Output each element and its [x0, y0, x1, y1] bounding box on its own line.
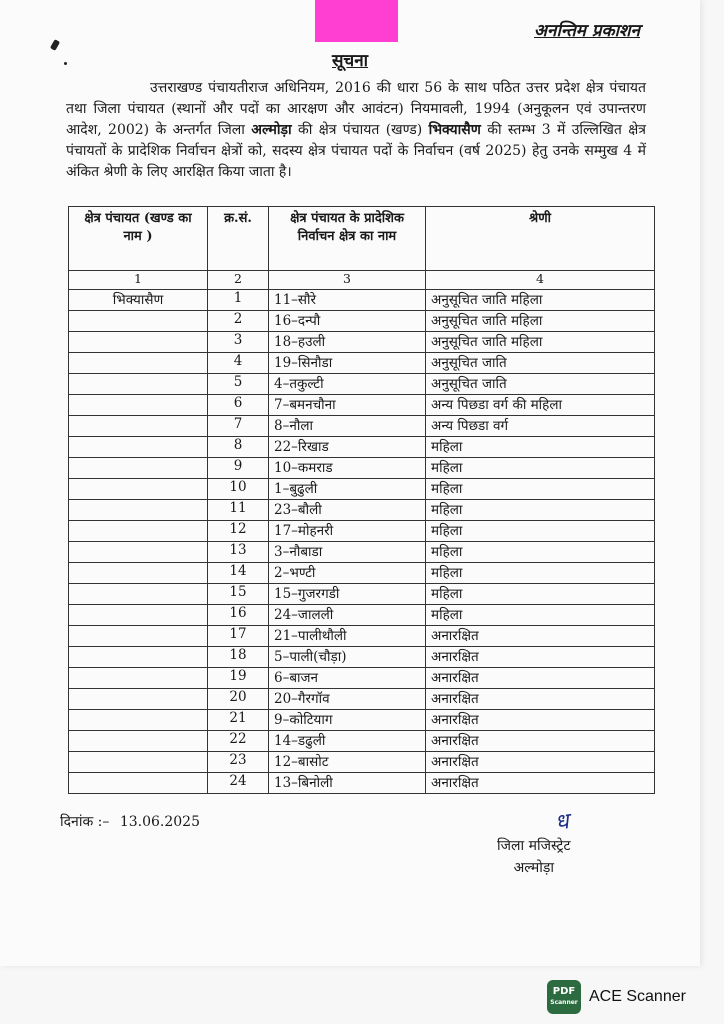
area-cell: 2–भण्टी: [269, 563, 426, 584]
category-cell: महिला: [426, 500, 655, 521]
serial-cell: 16: [208, 605, 269, 626]
category-cell: अनारक्षित: [426, 731, 655, 752]
block-cell: [69, 542, 208, 563]
date-value: 13.06.2025: [119, 814, 200, 830]
block-cell: [69, 437, 208, 458]
category-cell: महिला: [426, 563, 655, 584]
block-name: भिक्यासैण: [428, 122, 481, 138]
category-cell: महिला: [426, 458, 655, 479]
table-row: [69, 563, 655, 584]
table-body: [69, 290, 655, 794]
serial-cell: 15: [208, 584, 269, 605]
category-cell: अनुसूचित जाति: [426, 374, 655, 395]
serial-cell: 3: [208, 332, 269, 353]
header-area: क्षेत्र पंचायत के प्रादेशिक निर्वाचन क्षेत्र का नाम: [269, 207, 426, 271]
block-cell: [69, 332, 208, 353]
block-cell: [69, 353, 208, 374]
block-cell: [69, 458, 208, 479]
category-cell: अनारक्षित: [426, 626, 655, 647]
area-cell: 14–डढुली: [269, 731, 426, 752]
category-cell: अन्य पिछडा वर्ग: [426, 416, 655, 437]
table-row: [69, 416, 655, 437]
table-row: [69, 647, 655, 668]
category-cell: अनारक्षित: [426, 647, 655, 668]
serial-cell: 24: [208, 773, 269, 794]
serial-cell: 22: [208, 731, 269, 752]
category-cell: महिला: [426, 584, 655, 605]
block-cell: [69, 395, 208, 416]
notice-text-3: की स्तम्भ 3 में उल्लिखित क्षेत्र पंचायतों के प्रादेशिक निर्वाचन क्षेत्रों को, सदस्य क्षेत्र पंचायत पदों के निर्वाचन (वर्ष 2025) हेतु उनके सम्मुख 4 में अंकित श्रेणी के लिए आरक्षित किया जाता है।: [66, 122, 646, 180]
block-cell: [69, 311, 208, 332]
category-cell: अनारक्षित: [426, 710, 655, 731]
table-row: [69, 500, 655, 521]
logo-text-pdf: PDF: [552, 986, 576, 997]
area-cell: 3–नौबाडा: [269, 542, 426, 563]
block-cell: [69, 500, 208, 521]
provisional-label: अनन्तिम प्रकाशन: [534, 21, 640, 41]
notice-text-1: उत्तराखण्ड पंचायतीराज अधिनियम, 2016 की धारा 56 के साथ पठित उत्तर प्रदेश क्षेत्र पंचायत तथा जिला पंचायत (स्थानों और पदों का आरक्षण और आवंटन) नियमावली, 1994 (अनुकूलन एवं उपान्तरण आदेश, 2002) के अन्तर्गत जिला: [66, 80, 646, 138]
date-line: [60, 812, 200, 831]
block-cell: [69, 626, 208, 647]
district-name: अल्मोड़ा: [251, 122, 292, 138]
area-cell: 17–मोहनरी: [269, 521, 426, 542]
area-cell: 1–बुढुली: [269, 479, 426, 500]
block-cell: [69, 668, 208, 689]
block-cell: [69, 521, 208, 542]
serial-cell: 17: [208, 626, 269, 647]
table-row: [69, 710, 655, 731]
table-row: [69, 584, 655, 605]
serial-cell: 2: [208, 311, 269, 332]
scanner-watermark: [547, 980, 686, 1014]
serial-cell: 4: [208, 353, 269, 374]
category-cell: महिला: [426, 437, 655, 458]
category-cell: महिला: [426, 521, 655, 542]
category-cell: अन्य पिछडा वर्ग की महिला: [426, 395, 655, 416]
serial-cell: 23: [208, 752, 269, 773]
area-cell: 9–कोटियाग: [269, 710, 426, 731]
table-row: [69, 542, 655, 563]
index-cell: 3: [269, 271, 426, 290]
category-cell: अनारक्षित: [426, 689, 655, 710]
index-cell: 4: [426, 271, 655, 290]
table-row: [69, 290, 655, 311]
scanner-app-name: ACE Scanner: [589, 988, 686, 1005]
area-cell: 12–बासोट: [269, 752, 426, 773]
table-row: [69, 752, 655, 773]
area-cell: 7–बमनचौना: [269, 395, 426, 416]
category-cell: अनुसूचित जाति महिला: [426, 290, 655, 311]
area-cell: 10–कमराड: [269, 458, 426, 479]
table-row: [69, 479, 655, 500]
header-category: श्रेणी: [426, 207, 655, 271]
area-cell: 5–पाली(चौड़ा): [269, 647, 426, 668]
serial-cell: 19: [208, 668, 269, 689]
block-cell: [69, 479, 208, 500]
serial-cell: 5: [208, 374, 269, 395]
category-cell: अनुसूचित जाति महिला: [426, 332, 655, 353]
block-cell: [69, 710, 208, 731]
category-cell: अनारक्षित: [426, 773, 655, 794]
pdf-scanner-logo-icon: [547, 980, 581, 1014]
page-title: सूचना: [331, 51, 369, 71]
category-cell: महिला: [426, 605, 655, 626]
category-cell: महिला: [426, 542, 655, 563]
table-row: [69, 458, 655, 479]
block-cell: [69, 374, 208, 395]
area-cell: 20–गैरगॉव: [269, 689, 426, 710]
area-cell: 18–हउली: [269, 332, 426, 353]
signatory-location: अल्मोड़ा: [513, 860, 554, 876]
table-index-row: [69, 271, 655, 290]
table-row: [69, 521, 655, 542]
table-row: [69, 311, 655, 332]
area-cell: 22–रिखाड: [269, 437, 426, 458]
table-row: [69, 773, 655, 794]
table-row: [69, 605, 655, 626]
index-cell: 2: [208, 271, 269, 290]
area-cell: 6–बाजन: [269, 668, 426, 689]
category-cell: अनुसूचित जाति महिला: [426, 311, 655, 332]
block-cell: [69, 563, 208, 584]
logo-text-scanner: Scanner: [550, 999, 578, 1006]
table-row: [69, 395, 655, 416]
area-cell: 4–तकुल्टी: [269, 374, 426, 395]
category-cell: अनारक्षित: [426, 752, 655, 773]
serial-cell: 12: [208, 521, 269, 542]
serial-cell: 21: [208, 710, 269, 731]
area-cell: 21–पालीथौली: [269, 626, 426, 647]
block-cell: [69, 647, 208, 668]
serial-cell: 11: [208, 500, 269, 521]
table-row: [69, 374, 655, 395]
notice-paragraph: [66, 78, 646, 183]
area-cell: 23–बौली: [269, 500, 426, 521]
reservation-table: [68, 206, 655, 794]
signatory-title: जिला मजिस्ट्रेट: [497, 838, 571, 854]
area-cell: 16–दन्पौ: [269, 311, 426, 332]
block-cell: भिक्यासैण: [69, 290, 208, 311]
table-row: [69, 689, 655, 710]
serial-cell: 20: [208, 689, 269, 710]
serial-cell: 1: [208, 290, 269, 311]
area-cell: 15–गुजरगडी: [269, 584, 426, 605]
block-cell: [69, 773, 208, 794]
area-cell: 13–बिनोली: [269, 773, 426, 794]
serial-cell: 8: [208, 437, 269, 458]
serial-cell: 18: [208, 647, 269, 668]
table-row: [69, 668, 655, 689]
category-cell: अनुसूचित जाति: [426, 353, 655, 374]
table-header-row: [69, 207, 655, 271]
date-label: दिनांक :–: [60, 814, 110, 830]
table-row: [69, 731, 655, 752]
area-cell: 8–नौला: [269, 416, 426, 437]
serial-cell: 9: [208, 458, 269, 479]
category-cell: अनारक्षित: [426, 668, 655, 689]
area-cell: 24–जालली: [269, 605, 426, 626]
block-cell: [69, 731, 208, 752]
table-row: [69, 437, 655, 458]
block-cell: [69, 689, 208, 710]
serial-cell: 14: [208, 563, 269, 584]
block-cell: [69, 752, 208, 773]
block-cell: [69, 584, 208, 605]
pink-tab-marker: [315, 0, 398, 42]
block-cell: [69, 605, 208, 626]
signature-block: [497, 835, 571, 879]
header-serial: क्र.सं.: [208, 207, 269, 271]
table-row: [69, 332, 655, 353]
serial-cell: 10: [208, 479, 269, 500]
header-block: क्षेत्र पंचायत (खण्ड का नाम ): [69, 207, 208, 271]
serial-cell: 6: [208, 395, 269, 416]
serial-cell: 13: [208, 542, 269, 563]
signature-initial: ध: [553, 809, 571, 836]
block-cell: [69, 416, 208, 437]
area-cell: 19–सिनौडा: [269, 353, 426, 374]
notice-text-2: की क्षेत्र पंचायत (खण्ड): [291, 122, 429, 138]
table-row: [69, 353, 655, 374]
serial-cell: 7: [208, 416, 269, 437]
area-cell: 11–सौरे: [269, 290, 426, 311]
table-row: [69, 626, 655, 647]
index-cell: 1: [69, 271, 208, 290]
category-cell: महिला: [426, 479, 655, 500]
